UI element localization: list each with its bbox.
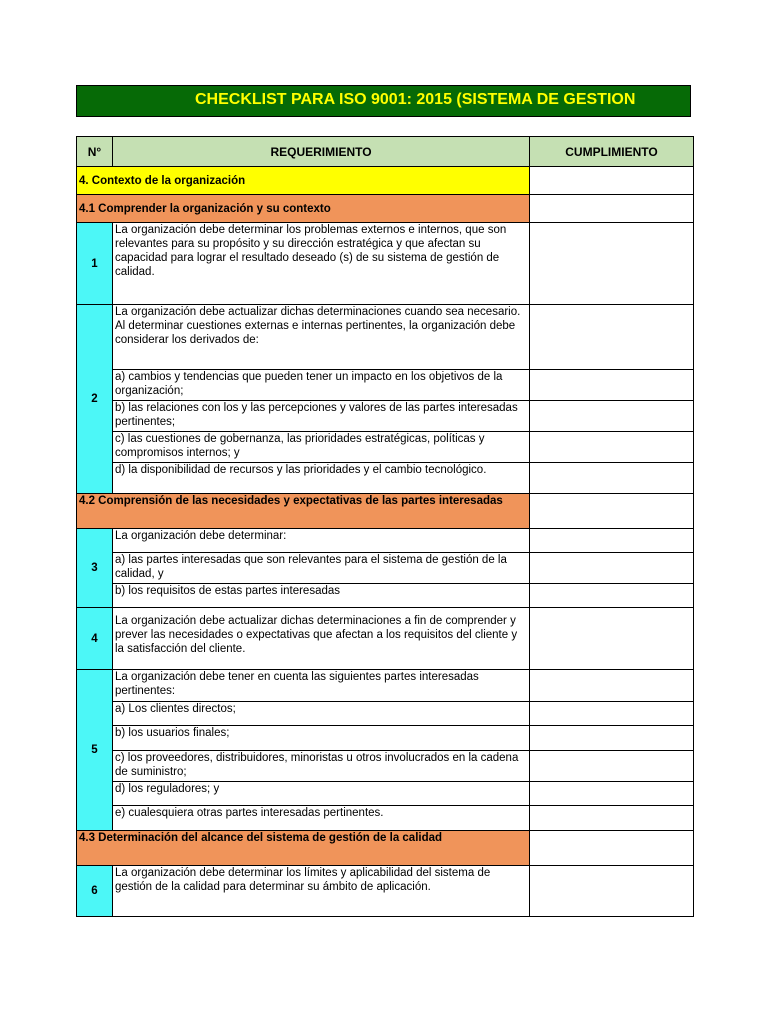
checklist-table xyxy=(76,136,694,917)
compliance-cell[interactable] xyxy=(530,782,694,806)
compliance-cell[interactable] xyxy=(530,751,694,782)
requirement-text: La organización debe determinar: xyxy=(113,529,530,553)
compliance-cell[interactable] xyxy=(530,223,694,305)
requirement-text: c) los proveedores, distribuidores, minoristas u otros involucrados en la cadena de suministro; xyxy=(113,751,530,782)
requirement-text: b) los requisitos de estas partes interesadas xyxy=(113,584,530,608)
table-row xyxy=(77,401,694,432)
compliance-cell[interactable] xyxy=(530,305,694,370)
subsection-row xyxy=(77,195,694,223)
subsection-row xyxy=(77,831,694,866)
compliance-cell[interactable] xyxy=(530,167,694,195)
row-number: 1 xyxy=(77,223,113,305)
requirement-text: a) Los clientes directos; xyxy=(113,702,530,726)
table-row xyxy=(77,432,694,463)
compliance-cell[interactable] xyxy=(530,529,694,553)
row-number: 6 xyxy=(77,866,113,917)
section-4-2: 4.2 Comprensión de las necesidades y expectativas de las partes interesadas xyxy=(77,494,530,529)
table-row xyxy=(77,726,694,751)
table-row xyxy=(77,370,694,401)
compliance-cell[interactable] xyxy=(530,866,694,917)
compliance-cell[interactable] xyxy=(530,806,694,831)
table-row xyxy=(77,702,694,726)
table-row xyxy=(77,866,694,917)
page-title: CHECKLIST PARA ISO 9001: 2015 (SISTEMA DE GESTION xyxy=(195,91,636,108)
header-num: N° xyxy=(77,137,113,167)
compliance-cell[interactable] xyxy=(530,494,694,529)
table-row xyxy=(77,782,694,806)
header-requirement: REQUERIMIENTO xyxy=(113,137,530,167)
header-compliance: CUMPLIMIENTO xyxy=(530,137,694,167)
table-row xyxy=(77,670,694,702)
table-row xyxy=(77,223,694,305)
header-row xyxy=(77,137,694,167)
compliance-cell[interactable] xyxy=(530,831,694,866)
compliance-cell[interactable] xyxy=(530,370,694,401)
compliance-cell[interactable] xyxy=(530,463,694,494)
section-4-3: 4.3 Determinación del alcance del sistema de gestión de la calidad xyxy=(77,831,530,866)
table-row xyxy=(77,529,694,553)
requirement-text: a) las partes interesadas que son relevantes para el sistema de gestión de la calidad, y xyxy=(113,553,530,584)
requirement-text: La organización debe determinar los límites y aplicabilidad del sistema de gestión de la calidad para determinar su ámbito de aplicación. xyxy=(113,866,530,917)
compliance-cell[interactable] xyxy=(530,195,694,223)
requirement-text: c) las cuestiones de gobernanza, las prioridades estratégicas, políticas y compromisos internos; y xyxy=(113,432,530,463)
requirement-text: e) cualesquiera otras partes interesadas pertinentes. xyxy=(113,806,530,831)
compliance-cell[interactable] xyxy=(530,608,694,670)
requirement-text: La organización debe tener en cuenta las siguientes partes interesadas pertinentes: xyxy=(113,670,530,702)
compliance-cell[interactable] xyxy=(530,670,694,702)
table-row xyxy=(77,463,694,494)
requirement-text: d) la disponibilidad de recursos y las prioridades y el cambio tecnológico. xyxy=(113,463,530,494)
table-row xyxy=(77,608,694,670)
table-row xyxy=(77,584,694,608)
table-row xyxy=(77,751,694,782)
section-4-1: 4.1 Comprender la organización y su contexto xyxy=(77,195,530,223)
compliance-cell[interactable] xyxy=(530,584,694,608)
row-number: 4 xyxy=(77,608,113,670)
compliance-cell[interactable] xyxy=(530,553,694,584)
section-row xyxy=(77,167,694,195)
compliance-cell[interactable] xyxy=(530,726,694,751)
requirement-text: b) las relaciones con los y las percepciones y valores de las partes interesadas pertinentes; xyxy=(113,401,530,432)
row-number: 3 xyxy=(77,529,113,608)
title-bar xyxy=(76,85,691,117)
subsection-row xyxy=(77,494,694,529)
requirement-text: La organización debe actualizar dichas determinaciones a fin de comprender y prever las necesidades o expectativas que afectan a los requisitos del cliente y la satisfacción del cliente. xyxy=(113,608,530,670)
compliance-cell[interactable] xyxy=(530,401,694,432)
section-4: 4. Contexto de la organización xyxy=(77,167,530,195)
requirement-text: La organización debe actualizar dichas determinaciones cuando sea necesario. Al determinar cuestiones externas e internas pertinentes, la organización debe considerar los derivados de: xyxy=(113,305,530,370)
row-number: 5 xyxy=(77,670,113,831)
compliance-cell[interactable] xyxy=(530,702,694,726)
requirement-text: La organización debe determinar los problemas externos e internos, que son relevantes para su propósito y su dirección estratégica y que afectan su capacidad para lograr el resultado deseado (s) de su sistema de gestión de calidad. xyxy=(113,223,530,305)
compliance-cell[interactable] xyxy=(530,432,694,463)
requirement-text: b) los usuarios finales; xyxy=(113,726,530,751)
requirement-text: a) cambios y tendencias que pueden tener un impacto en los objetivos de la organización; xyxy=(113,370,530,401)
row-number: 2 xyxy=(77,305,113,494)
table-row xyxy=(77,305,694,370)
table-row xyxy=(77,553,694,584)
table-row xyxy=(77,806,694,831)
requirement-text: d) los reguladores; y xyxy=(113,782,530,806)
